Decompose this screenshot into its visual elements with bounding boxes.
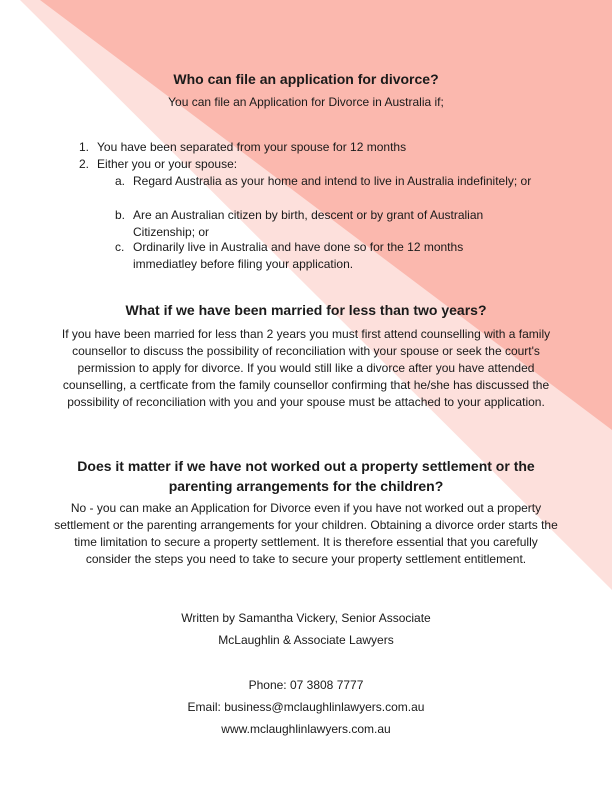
section3-body: No - you can make an Application for Divorce even if you have not worked out a property settlement or the parenting arrangements for your children. Obtaining a divorce order starts the time limitation to secure a property settlement. It is therefore essential that you carefully consider the steps you need to take to secure your property settlement entitlement. [54, 501, 558, 566]
list-marker: 2. [79, 157, 90, 171]
sub-list-marker: a. [115, 174, 126, 188]
list-item-text: You have been separated from your spouse for 12 months [97, 140, 407, 154]
sub-list-item-text: Regard Australia as your home and intend to live in Australia indefinitely; or [133, 174, 532, 188]
phone-line: Phone: 07 3808 7777 [248, 678, 364, 692]
heading-property-settlement: Does it matter if we have not worked out a property settlement or the parenting arrangements for the children? [77, 458, 535, 494]
heading-who-can-file: Who can file an application for divorce? [173, 71, 439, 87]
section2-body: If you have been married for less than 2 years you must first attend counselling with a family counsellor to discuss the possibility of reconciliation with your spouse or seek the court's permission to apply for divorce. If you would still like a divorce after you have attended counselling, a certficate from the family counsellor confirming that he/she has discussed the possibility of reconciliation with you and your spouse must be attached to your application. [61, 327, 551, 409]
website-line: www.mclaughlinlawyers.com.au [221, 722, 391, 736]
sub-list-marker: c. [115, 240, 125, 254]
list-marker: 1. [79, 140, 90, 154]
sub-list-marker: b. [115, 208, 126, 222]
sub-list-item [115, 173, 552, 190]
email-line: Email: business@mclaughlinlawyers.com.au [187, 700, 425, 714]
sub-list-item [115, 239, 475, 273]
heading-married-less-than-two-years: What if we have been married for less than two years? [125, 302, 487, 318]
list-item [79, 156, 519, 173]
sub-list-item-text: Are an Australian citizen by birth, descent or by grant of Australian Citizenship; or [133, 208, 484, 239]
list-item-text: Either you or your spouse: [97, 157, 238, 171]
sub-list-item [115, 207, 515, 241]
list-item [79, 139, 519, 156]
sub-list-item-text: Ordinarily live in Australia and have done so for the 12 months immediatley before filing your application. [133, 240, 464, 271]
intro-text: You can file an Application for Divorce in Australia if; [168, 95, 444, 109]
firm-name: McLaughlin & Associate Lawyers [218, 633, 394, 647]
author-line: Written by Samantha Vickery, Senior Associate [181, 611, 431, 625]
